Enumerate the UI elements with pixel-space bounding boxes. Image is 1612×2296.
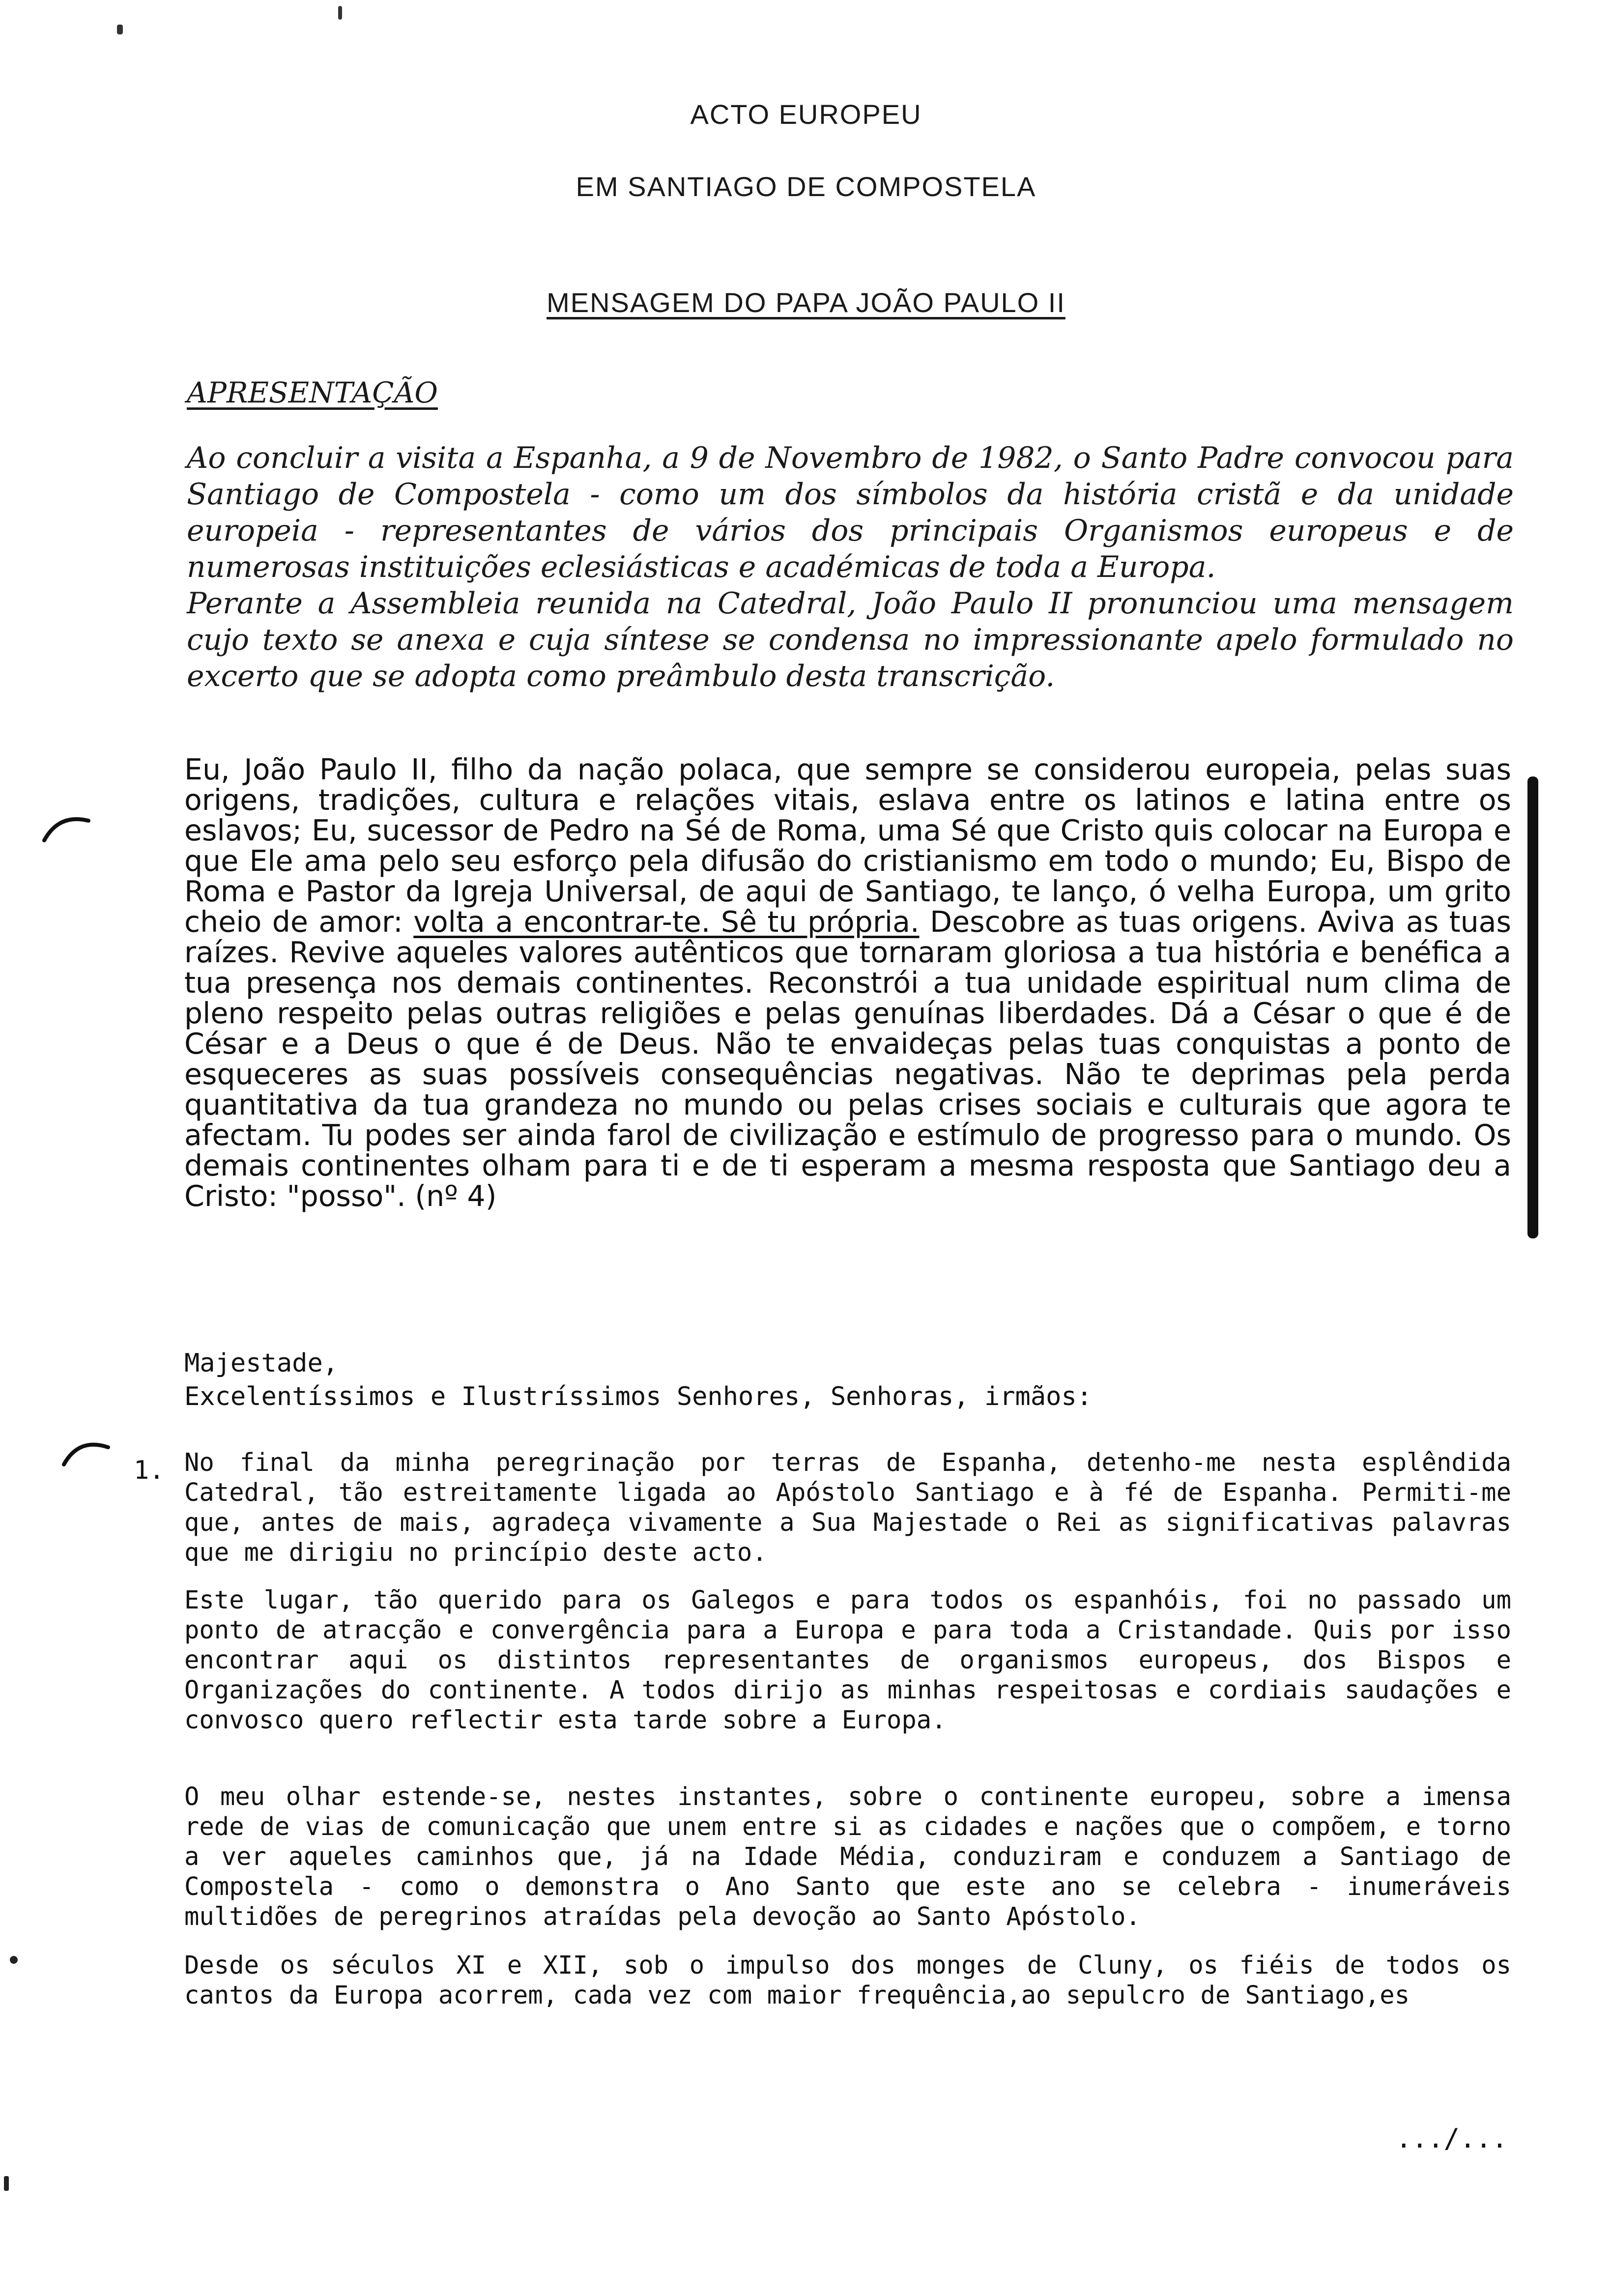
section-heading-apresentacao: APRESENTAÇÃO [187,376,438,409]
scan-speck [117,25,123,34]
salutation [184,1347,1511,1413]
punch-hole-arc-icon [39,806,98,850]
margin-bracket-mark [1527,776,1538,1238]
document-title: ACTO EUROPEU [690,99,922,130]
body-paragraph-text: Este lugar, tão querido para os Galegos e para todos os espanhóis, foi no passado um ponto de atracção e convergência para a Europa e para toda a Cristandade. Quis por isso encontrar aqui os distintos representantes de organismos europeus, dos Bispos e Organizações do continente. A todos dirijo as minhas respeitosas e cordiais saudações e convosco quero reflectir esta tarde sobre a Europa. [184,1585,1511,1734]
body-paragraph [184,1585,1511,1735]
body-paragraph [184,1781,1511,1931]
body-paragraph-text: Desde os séculos XI e XII, sob o impulso dos monges de Cluny, os fiéis de todos os cantos da Europa acorrem, cada vez com maior frequência,ao sepulcro de Santiago,es [184,1951,1511,2009]
preamble-quote [184,754,1511,1211]
salutation-line: Majestade, [184,1349,339,1378]
document-subtitle: EM SANTIAGO DE COMPOSTELA [576,171,1036,202]
presentation-paragraph: Perante a Assembleia reunida na Catedral, João Paulo II pronunciou uma mensagem cujo texto se anexa e cuja síntese se condensa no impressionante apelo formulado no excerto que se adopta como preâmbulo desta transcrição. [187,586,1514,693]
presentation-paragraph: Ao concluir a visita a Espanha, a 9 de Novembro de 1982, o Santo Padre convocou para Santiago de Compostela - como um dos símbolos da história cristã e da unidade europeia - representantes de vários dos principais Organismos europeus e de numerosas instituições eclesiásticas e académicas de toda a Europa. [187,441,1514,584]
body-paragraph-text: No final da minha peregrinação por terras de Espanha, detenho-me nesta esplêndida Catedral, tão estreitamente ligada ao Apóstolo Santiago e à fé de Espanha. Permiti-me que, antes de mais, agradeça vivamente a Sua Majestade o Rei as significativas palavras que me dirigiu no princípio deste acto. [184,1448,1511,1567]
continuation-mark: .../... [1396,2123,1508,2154]
paragraph-number: 1. [134,1456,165,1485]
quote-text: Eu, João Paulo II, filho da nação polaca, que sempre se considerou europeia, pelas suas origens, tradições, cultura e relações vitais, eslava entre os latinos e latina entre os eslavos; Eu, sucessor de Pedro na Sé de Roma, uma Sé que Cristo quis colocar na Europa e que Ele ama pelo seu esforço pela difusão do cristianismo em todo o mundo; Eu, Bispo de Roma e Pastor da Igreja Universal, de aqui de Santiago, te lanço, ó velha Europa, um grito cheio de amor: [184,753,1511,939]
body-paragraph [184,1950,1511,2010]
punch-hole-arc-icon [59,1430,118,1474]
salutation-line: Excelentíssimos e Ilustríssimos Senhores, Senhoras, irmãos: [184,1382,1093,1411]
body-paragraph [184,1447,1511,1567]
scan-speck [10,1956,18,1964]
quote-underlined-text: volta a encontrar-te. Sê tu própria. [413,905,920,939]
presentation-text [187,440,1514,694]
message-title: MENSAGEM DO PAPA JOÃO PAULO II [547,287,1065,318]
scan-speck [338,6,342,20]
scan-speck [4,2176,9,2191]
quote-text-continued: Descobre as tuas origens. Aviva as tuas raízes. Revive aqueles valores autênticos que tornaram gloriosa a tua história e benéfica a tua presença nos demais continentes. Reconstrói a tua unidade espiritual num clima de pleno respeito pelas outras religiões e pelas genuínas liberdades. Dá a César o que é de César e a Deus o que é de Deus. Não te envaideças pelas tuas conquistas a ponto de esqueceres as suas possíveis consequências negativas. Não te deprimas pela perda quantitativa da tua grandeza no mundo ou pelas crises sociais e culturais que agora te afectam. Tu podes ser ainda farol de civilização e estímulo de progresso para o mundo. Os demais continentes olham para ti e de ti esperam a mesma resposta que Santiago deu a Cristo: "posso". (nº 4) [184,905,1512,1213]
body-paragraph-text: O meu olhar estende-se, nestes instantes, sobre o continente europeu, sobre a imensa rede de vias de comunicação que unem entre si as cidades e nações que o compõem, e torno a ver aqueles caminhos que, já na Idade Média, conduziram e conduzem a Santiago de Compostela - como o demonstra o Ano Santo que este ano se celebra - inumeráveis multidões de peregrinos atraídas pela devoção ao Santo Apóstolo. [184,1782,1511,1931]
